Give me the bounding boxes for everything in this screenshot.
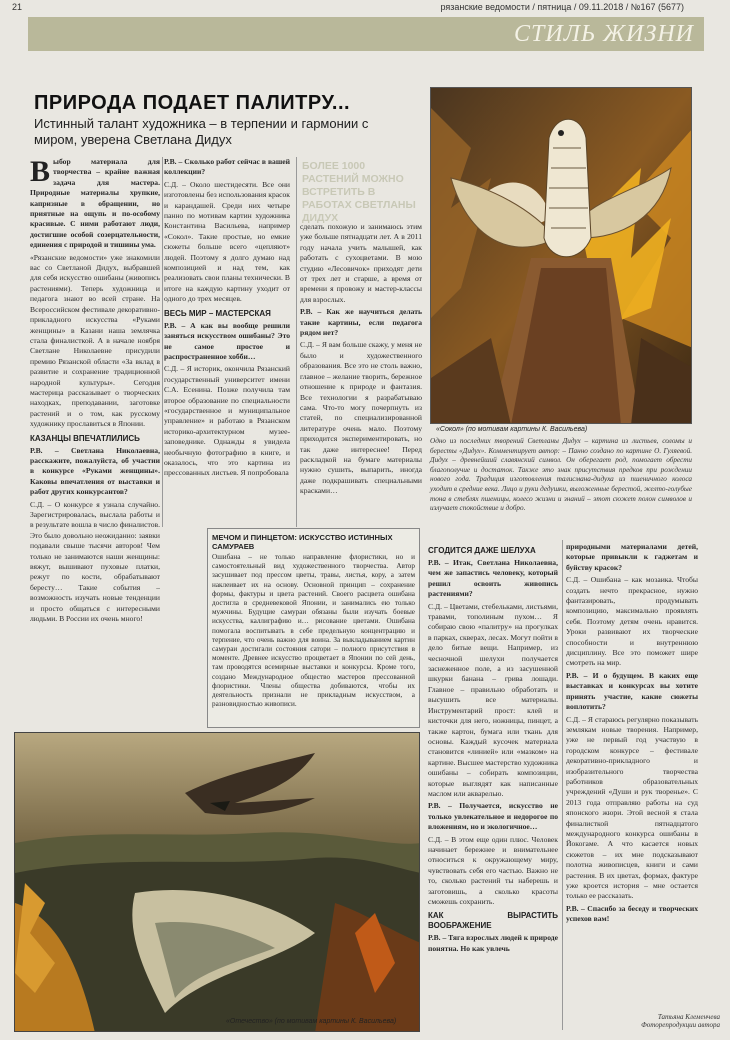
- question-8: Р.В. – И о будущем. В каких еще выставках и конкурсах вы хотите принять участие, какие сюжеты воплотить?: [566, 670, 698, 712]
- falcon-caption: «Сокол» (по мотивам картины К. Васильева): [436, 426, 588, 433]
- didukh-note: Одно из последних творений Светланы Дидух – картина из листьев, соломы и бересты «Дидух». Комментирует автор: – Панно создано по картине О. Гуляевой. Дидух – древнейший славянский символ. Он оберегает род, помогает обрести благополучие и достаток. Также это знак присутствия предков при рождении нового года. Традиция изготовления талисмана-дидуха из пшеничного колоса уходит в средние века. Лицо и руки дедушки, выложенные берестой, желто-голубые тона в стеблях пшеницы, колесо жизни и знаний – этот сюжет полон символов и излучает спокойствие и добро.: [430, 437, 692, 513]
- page-header: [8, 0, 724, 14]
- lead-text: ыбор материала для творчества – крайне важная задача для мастера. Природные материалы хрупкие, капризные в обращении, но приятные на ощупь и по-особому красивые. С ними работают люди, достигшие особой созерцательности, единения с природой и тишины ума.: [30, 157, 160, 250]
- answer-5: С.Д. – Цветами, стебельками, листьями, травами, тополиным пухом… Я собираю свою «палитру» на прогулках в парках, скверах, лесах. Могут пойти в дело битые вещи. Например, из чесночной шелухи получается заснеженное поле, а из засушенной шкурки банана – грива лошади. Главное – правильно обработать и высушить все материалы. Инструментарий прост: клей и кисточки для него, ножницы, пинцет, а также картон, бумага или ткань для основы. Каждый кусочек материала становится «линией» или «мазком» на картине. Высшее мастерство художника ошибаны – собирать композиции, которые выглядят как написанные маслом или акварелью.: [428, 601, 558, 798]
- article-subtitle: Истинный талант художника – в терпении и гармонии с миром, уверена Светлана Дидух: [34, 116, 369, 147]
- column-1: [30, 157, 160, 717]
- column-2: [164, 157, 290, 522]
- falcon-artwork-photo: [430, 87, 692, 424]
- section-banner: [28, 17, 704, 51]
- subhead-imagination: КАК ВЫРАСТИТЬ ВООБРАЖЕНИЕ: [428, 911, 558, 931]
- publication-line: рязанские ведомости / пятница / 09.11.2018 / №167 (5677): [440, 2, 684, 12]
- question-7: Р.В. – Тяга взрослых людей к природе понятна. Но как увлечь: [428, 933, 558, 953]
- question-1: Р.В. – Светлана Николаевна, расскажите, пожалуйста, об участии в конкурсе «Руками женщины». Каковы впечатления от выставки и работ других конкурсантов?: [30, 445, 160, 497]
- question-4: Р.В. – Как же научиться делать такие картины, если педагога рядом нет?: [300, 307, 422, 338]
- col3-paragraph: сделать похожую и занимаюсь этим уже больше пятнадцати лет. А в 2011 году начала учить малышей, как работать с сухоцветами. В мою студию «Лесовичок» приходят дети от трех лет и старше, а время от времени я провожу и мастер-классы для взрослых.: [300, 222, 422, 304]
- subhead-kazan: КАЗАНЦЫ ВПЕЧАТЛИЛИСЬ: [30, 433, 140, 443]
- byline: [600, 1013, 720, 1029]
- question-5: Р.В. – Итак, Светлана Николаевна, чем же запастись человеку, который решил освоить живопись растениями?: [428, 558, 558, 599]
- pull-quote: БОЛЕЕ 1000 РАСТЕНИЙ МОЖНО ВСТРЕТИТЬ В РАБОТАХ СВЕТЛАНЫ ДИДУХ: [302, 160, 416, 224]
- column-4: [428, 542, 558, 1030]
- fatherland-illustration: [15, 733, 420, 1032]
- question-3: Р.В. – А как вы вообще решили заняться искусством ошибаны? Это не самое простое и распространенное хобби…: [164, 320, 290, 361]
- question-2: Р.В. – Сколько работ сейчас в вашей коллекции?: [164, 157, 290, 177]
- answer-8: С.Д. – Я стараюсь регулярно показывать землякам новые творения. Например, уже не первый год участвую в городском конкурсе – фестивале декоративно-прикладного и изобразительного творчества работников образовательных учреждений «Души и рук творенье». С 2013 года отправляю работы на суд японского жюри. Этой весной я стала финалисткой пятнадцатого международного конкурса ошибаны в Йокогаме. А что касается новых сюжетов – их мне подсказывают полотна живописцев, книги и сами растения. В их цветах, формах, фактуре уже кроется история – мне остается только ее рассказать.: [566, 714, 698, 901]
- answer-2: С.Д. – Около шестидесяти. Все они изготовлены без использования красок и карандашей. Среди них четыре панно по мотивам картин художника Константина Васильева, например «Сокол». Такие простые, но емкие сюжеты больше всего «цепляют» людей. Поэтому я долго думаю над композицией и над тем, как реализовать свои планы технически. В итоге на каждую картину уходит от одного до трех месяцев.: [164, 179, 290, 304]
- author-name: Татьяна Клеменчева: [657, 1013, 720, 1021]
- intro-paragraph: «Рязанские ведомости» уже знакомили вас со Светланой Дидух, выбравшей для себя искусство ошибаны (живопись растениями). Теперь художница и педагога знают во всей стране. На Всероссийском фестивале декоративно-прикладного искусства «Руками женщины» в Казани наша землячка стала финалисткой. А в начале ноября Светлане Николаевне присудили премию Рязанской области «За вклад в развитие и сохранение традиционной народной культуры». Сегодня мастерица рассказывает о творческих находках, преподавании, заготовке растений и о том, как русскому художнику прославиться в Японии.: [30, 252, 160, 429]
- article-title: ПРИРОДА ПОДАЕТ ПАЛИТРУ...: [34, 92, 351, 114]
- subhead-husk: СГОДИТСЯ ДАЖЕ ШЕЛУХА: [428, 546, 536, 555]
- falcon-illustration: [431, 88, 692, 424]
- drop-cap: В: [30, 157, 51, 188]
- infobox-title: МЕЧОМ И ПИНЦЕТОМ: ИСКУССТВО ИСТИННЫХ САМУРАЕВ: [212, 533, 393, 551]
- section-title: СТИЛЬ ЖИЗНИ: [514, 21, 694, 47]
- question-6: Р.В. – Получается, искусство не только увлекательное и недорогое по вложениям, но и экологичное…: [428, 801, 558, 832]
- column-rule: [562, 540, 563, 1030]
- answer-3: С.Д. – Я историк, окончила Рязанский государственный университет имени С.А. Есенина. Позже получила там второе образование по специальности «государственное и муниципальное управление» и работаю в Рязанском историко-архитектурном музее-заповеднике. Однажды я увидела необычную фотографию в книге, и оказалось, что это картина из прессованных листьев. Я попробовала: [164, 364, 290, 478]
- answer-1: С.Д. – О конкурсе я узнала случайно. Зарегистрировалась, выслала работы и в результате вошла в число финалистов. Это было довольно неожиданно: заявки подавали свыше тысячи авторов! Чем только не занимаются наши женщины: вяжут, вышивают пуховые платки, режут по кости, обрабатывают бересту… Такие события – возможность изучать новые тенденции и просто общаться с интересными людьми. В России их очень много!: [30, 499, 160, 624]
- column-3: [300, 222, 422, 522]
- fatherland-artwork-photo: [14, 732, 420, 1032]
- samurai-infobox: [207, 528, 420, 728]
- fatherland-caption: «Отечество» (по мотивам картины К. Васильева): [226, 1018, 397, 1025]
- answer-6: С.Д. – В этом еще один плюс. Человек начинает бережнее и внимательнее относиться к окружающему миру, чувствовать себя его частью. Важно не то, сколько растений ты наберешь и заготовишь, а сколько красоты сможешь сохранить.: [428, 834, 558, 906]
- page-number: 21: [12, 2, 23, 12]
- infobox-text: Ошибана – не только направление флористики, но и самостоятельный вид художественного творчества. Автор засушивает под прессом цветы, травы, листья, кору, а затем наклеивает их на основу. Основной принцип – сохранение формы, фактуры и цвета растений. Своего расцвета ошибана достигла в средневековой Японии, и занимались ею только мужчины. Будущие самураи обязаны были изучать боевые искусства, каллиграфию и… рисование цветами. Ошибана помогала воспитывать в себе предельную концентрацию и терпение, что очень важно для воина. За выкладыванием картин самураи достигали состояния сатори – полного присутствия в моменте. Древнее искусство процветает в Японии по сей день, там проводятся всемирные выставки и конкурсы. Кроме того, создано Международное общество мастеров прессованной флористики. Члены общества добиваются, чтобы их деятельность признали не прикладным искусством, а разновидностью живописи.: [212, 553, 415, 709]
- subhead-workshop: ВЕСЬ МИР – МАСТЕРСКАЯ: [164, 308, 271, 318]
- column-5: [566, 542, 698, 1010]
- question-7-cont: природными материалами детей, которые привыкли к гаджетам и буйству красок?: [566, 542, 698, 572]
- answer-4: С.Д. – Я вам больше скажу, у меня не было и художественного образования. Все это не столь важно, главное – желание творить, бережное отношение к природе и фантазия. Все технологии я разрабатываю сама. Что-то могу почерпнуть из статей, по специализированной литературе очень мало. Поэтому приходится экспериментировать, но так даже интереснее! Перед раскладкой на бумаге материалы нужно сушить, выпарить, иногда даже подкрашивать специальными красками…: [300, 340, 422, 496]
- column-rule: [296, 157, 297, 527]
- answer-7: С.Д. – Ошибана – как мозаика. Чтобы создать нечто прекрасное, нужно фантазировать, продумывать композицию, максимально проявлять себя. Поэтому детям очень нравится. Уроки развивают их творческие способности и внутреннюю дисциплину. Все это поможет шире смотреть на мир.: [566, 575, 698, 668]
- closing-line: Р.В. – Спасибо за беседу и творческих успехов вам!: [566, 903, 698, 924]
- column-rule: [162, 157, 163, 527]
- photo-credit: Фоторепродукции автора: [641, 1021, 720, 1029]
